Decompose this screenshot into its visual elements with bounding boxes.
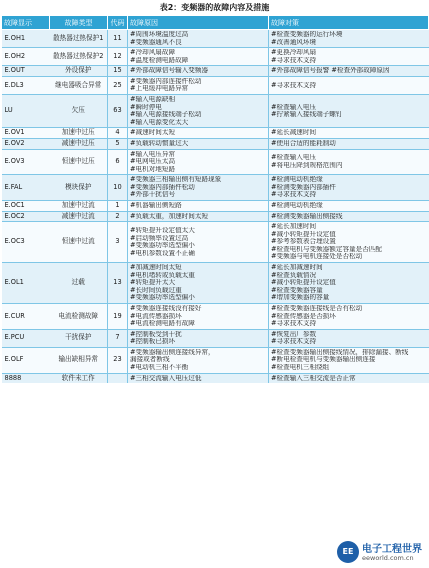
table-body <box>2 30 429 384</box>
fault-display-cell: E.OH1 <box>2 30 50 48</box>
fault-type-cell: 干扰保护 <box>50 329 108 347</box>
fault-type-cell: 电流检测故障 <box>50 303 108 329</box>
fault-fix-cell <box>269 138 429 149</box>
fault-display-cell: E.OLF <box>2 347 50 373</box>
watermark-logo <box>335 538 427 566</box>
cause-line: #冷却风扇故障 <box>130 49 176 57</box>
fault-code-cell: 25 <box>108 76 128 94</box>
fault-display-cell: 8888 <box>2 373 50 383</box>
fix-line: #减小转矩提升设定值 <box>271 230 336 238</box>
header-code: 代码 <box>108 16 128 30</box>
fault-fix-cell <box>269 373 429 383</box>
fault-code-cell: 13 <box>108 263 128 304</box>
fault-type-cell: 散热器过热保护1 <box>50 30 108 48</box>
fix-line: #将电压降到规格范围内 <box>271 161 343 169</box>
header-type: 故障类型 <box>50 16 108 30</box>
cause-line: #长时间负载过重 <box>130 286 182 294</box>
fix-line: #延长减速时间 <box>271 129 317 137</box>
fault-code-cell: 12 <box>108 48 128 66</box>
fault-fix-cell <box>269 211 429 222</box>
cause-line: #转矩提升太大 <box>130 279 176 287</box>
fault-type-cell: 继电器吸合异常 <box>50 76 108 94</box>
fix-line: #检查变频器的运行环境 <box>271 31 343 38</box>
fault-cause-cell <box>128 138 269 149</box>
fault-type-cell: 软件未工作 <box>50 373 108 383</box>
fix-line: #检查电机三相绕组 <box>271 363 330 371</box>
fix-line: #变频器与电机连接处是否松动 <box>271 253 363 261</box>
fault-code-cell: 15 <box>108 66 128 77</box>
table-header-row <box>2 16 429 30</box>
fix-line: #检查变频器输出侧接线情况，排除漏接、断线 <box>271 348 409 356</box>
fault-cause-cell <box>128 373 269 383</box>
table-row <box>2 263 429 304</box>
cause-line: 漏接或者断线 <box>130 356 170 364</box>
header-fix: 故障对策 <box>269 16 429 30</box>
fix-line: #寻求技术支持 <box>271 320 317 328</box>
fault-display-cell: E.OV2 <box>2 138 50 149</box>
fix-line: #寻求技术支持 <box>271 81 317 89</box>
fault-fix-cell <box>269 175 429 201</box>
cause-line: #上电缓冲电路异常 <box>130 85 189 93</box>
fault-code-cell: 6 <box>108 149 128 175</box>
fix-line: #断电检查电机与变频器输出侧连接 <box>271 356 376 364</box>
fault-type-cell: 加速中过流 <box>50 200 108 211</box>
cause-line: #外部干扰信号 <box>130 191 176 199</box>
fix-line: #检测电动机绝缘 <box>271 201 323 209</box>
cause-line: #变频器内部连接件松动 <box>130 77 202 85</box>
fault-type-cell: 减速中过压 <box>50 138 108 149</box>
fault-cause-cell <box>128 263 269 304</box>
fix-line: #增加变频器的容量 <box>271 294 330 302</box>
fault-type-cell: 欠压 <box>50 95 108 128</box>
fix-line: #延长加减速时间 <box>271 264 323 272</box>
cause-line: #周围环境温度过高 <box>130 31 189 38</box>
table-row <box>2 138 429 149</box>
cause-line: #负载太重，加速时间太短 <box>130 212 209 220</box>
table-row <box>2 76 429 94</box>
table-row <box>2 200 429 211</box>
fault-cause-cell <box>128 329 269 347</box>
fault-fix-cell <box>269 149 429 175</box>
fault-code-cell: 10 <box>108 175 128 201</box>
fault-display-cell: E.PCU <box>2 329 50 347</box>
cause-line: #机器输出侧短路 <box>130 201 182 209</box>
cause-line: #输入电源变化太大 <box>130 118 189 126</box>
fault-code-cell <box>108 373 128 383</box>
fault-fix-cell <box>269 263 429 304</box>
fix-line: #减小转矩提升设定值 <box>271 279 336 287</box>
fault-code-cell: 4 <box>108 128 128 139</box>
fix-line: #参考参数表合理设置 <box>271 238 336 246</box>
fix-line: #寻求技术支持 <box>271 338 317 346</box>
cause-line: #温度检测电路故障 <box>130 56 189 64</box>
fix-line: #寻求技术支持 <box>271 191 317 199</box>
cause-line: #变频器功率选型偏小 <box>130 242 195 250</box>
fault-fix-cell <box>269 128 429 139</box>
cause-line: #变频器通风不良 <box>130 38 182 46</box>
cause-line: #三相交流输入电压过低 <box>130 374 202 382</box>
table-row <box>2 48 429 66</box>
cause-line: #变频器连接线没有接好 <box>130 304 202 312</box>
fix-line: #检测电动机绝缘 <box>271 176 323 184</box>
fault-display-cell: E.OL1 <box>2 263 50 304</box>
table-row <box>2 347 429 373</box>
fix-line: #检查输入电压 <box>271 103 317 111</box>
fault-display-cell: LU <box>2 95 50 128</box>
table-row <box>2 95 429 128</box>
cause-line: #电流传感器损坏 <box>130 312 182 320</box>
watermark-url: eeworld.com.cn <box>362 554 414 562</box>
fault-display-cell: E.OC1 <box>2 200 50 211</box>
fault-display-cell: E.CUR <box>2 303 50 329</box>
fault-fix-cell <box>269 222 429 263</box>
table-row <box>2 303 429 329</box>
fix-line: #延长加速时间 <box>271 223 317 231</box>
fault-display-cell: E.OUT <box>2 66 50 77</box>
table-row <box>2 30 429 48</box>
table-row <box>2 329 429 347</box>
cause-line: #电动机三相不平衡 <box>130 363 189 371</box>
fault-fix-cell <box>269 66 429 77</box>
cause-line: #加减速时间太短 <box>130 264 182 272</box>
cause-line: #电机对地短路 <box>130 165 176 173</box>
fix-line: #寻求技术支持 <box>271 56 317 64</box>
fix-line: #检查变频器容量 <box>271 286 323 294</box>
fault-display-cell: E.OH2 <box>2 48 50 66</box>
fault-display-cell: E.OV3 <box>2 149 50 175</box>
fix-line: #检查变频器连接线是否有松动 <box>271 304 363 312</box>
fault-cause-cell <box>128 128 269 139</box>
fault-table <box>1 15 429 383</box>
table-row <box>2 149 429 175</box>
fault-code-cell: 19 <box>108 303 128 329</box>
table-row <box>2 128 429 139</box>
fix-line: #更换冷却风扇 <box>271 49 317 57</box>
fault-cause-cell <box>128 347 269 373</box>
fault-cause-cell <box>128 211 269 222</box>
fault-cause-cell <box>128 149 269 175</box>
fix-line: #检查电机与变频器额定容量是否匹配 <box>271 245 383 253</box>
fault-cause-cell <box>128 30 269 48</box>
fault-code-cell: 2 <box>108 211 128 222</box>
watermark-name: 电子工程世界 <box>362 544 422 555</box>
fault-display-cell: E.FAL <box>2 175 50 201</box>
fault-fix-cell <box>269 48 429 66</box>
cause-line: #瞬时停电 <box>130 103 162 111</box>
cause-line: #负载转动惯量过大 <box>130 139 189 147</box>
fault-fix-cell <box>269 347 429 373</box>
cause-line: #控制板受到干扰 <box>130 330 182 338</box>
cause-line: #变频器三相输出侧有短路现象 <box>130 176 222 184</box>
header-cause: 故障原因 <box>128 16 269 30</box>
fault-type-cell: 恒速中过流 <box>50 222 108 263</box>
fault-type-cell: 减速中过流 <box>50 211 108 222</box>
fix-line: #改善通风环境 <box>271 38 317 46</box>
cause-line: #变频器功率选型偏小 <box>130 294 195 302</box>
cause-line: #转矩提升设定值太大 <box>130 226 195 234</box>
fault-cause-cell <box>128 48 269 66</box>
fault-fix-cell <box>269 303 429 329</box>
fault-cause-cell <box>128 66 269 77</box>
fix-line: #拧紧输入接线端子螺钉 <box>271 111 343 119</box>
cause-line: #变频器内部插件松动 <box>130 183 195 191</box>
fault-cause-cell <box>128 303 269 329</box>
cause-line: #控制板已损坏 <box>130 338 176 346</box>
table-row <box>2 222 429 263</box>
fault-code-cell: 5 <box>108 138 128 149</box>
cause-line: #输入电源接线端子松动 <box>130 111 202 119</box>
fix-line: #检测变频器内部插件 <box>271 183 336 191</box>
fault-type-cell: 输出缺相异常 <box>50 347 108 373</box>
cause-line: #输入电源缺相 <box>130 96 176 104</box>
fault-cause-cell <box>128 222 269 263</box>
fix-line: #外部故障信号报警 #检查外部故障原因 <box>271 67 390 75</box>
table-row <box>2 175 429 201</box>
fault-type-cell: 散热器过热保护2 <box>50 48 108 66</box>
fault-type-cell: 过载 <box>50 263 108 304</box>
fault-code-cell: 7 <box>108 329 128 347</box>
table-title: 表2：变频器的故障内容及措施 <box>159 3 270 12</box>
fault-fix-cell <box>269 30 429 48</box>
fault-fix-cell <box>269 329 429 347</box>
fault-cause-cell <box>128 95 269 128</box>
fix-line: #恢复出厂参数 <box>271 330 317 338</box>
cause-line: #变频器输出侧连接线异常， <box>130 348 215 356</box>
cause-line: #减速时间太短 <box>130 129 176 137</box>
fault-code-cell: 1 <box>108 200 128 211</box>
fault-code-cell: 63 <box>108 95 128 128</box>
cause-line: #电流检测电路有故障 <box>130 320 195 328</box>
cause-line: #电机堵转或负载太重 <box>130 271 195 279</box>
fault-type-cell: 加速中过压 <box>50 128 108 139</box>
fix-line: #检查输入三相交流是否正常 <box>271 374 356 382</box>
fault-fix-cell <box>269 76 429 94</box>
fault-type-cell: 外设保护 <box>50 66 108 77</box>
fix-line: #使用合适的能耗制动 <box>271 139 336 147</box>
fault-code-cell: 23 <box>108 347 128 373</box>
table-row <box>2 66 429 77</box>
fault-display-cell: E.OV1 <box>2 128 50 139</box>
cause-line: #输入电压异常 <box>130 150 176 158</box>
fault-code-cell: 11 <box>108 30 128 48</box>
logo-badge-icon: EE <box>337 541 359 563</box>
cause-line: #电网电压太高 <box>130 158 176 166</box>
fault-display-cell: E.DL3 <box>2 76 50 94</box>
fault-type-cell: 模块保护 <box>50 175 108 201</box>
fault-type-cell: 恒速中过压 <box>50 149 108 175</box>
fault-display-cell: E.OC3 <box>2 222 50 263</box>
table-row <box>2 373 429 383</box>
fix-line: #检查传感器是否损坏 <box>271 312 336 320</box>
header-display: 故障显示 <box>2 16 50 30</box>
fix-line: #检测变频器输出侧接线 <box>271 212 343 220</box>
table-row <box>2 211 429 222</box>
fault-code-cell: 3 <box>108 222 128 263</box>
fix-line: #检查输入电压 <box>271 154 317 162</box>
fault-cause-cell <box>128 175 269 201</box>
fault-fix-cell <box>269 200 429 211</box>
cause-line: #启动频率设置过高 <box>130 234 189 242</box>
fault-display-cell: E.OC2 <box>2 211 50 222</box>
cause-line: #电机参数设置不正确 <box>130 249 195 257</box>
fix-line: #检查负载情况 <box>271 271 317 279</box>
fault-cause-cell <box>128 200 269 211</box>
cause-line: #外部故障信号输入变频器 <box>130 67 209 75</box>
fault-fix-cell <box>269 95 429 128</box>
fault-cause-cell <box>128 76 269 94</box>
